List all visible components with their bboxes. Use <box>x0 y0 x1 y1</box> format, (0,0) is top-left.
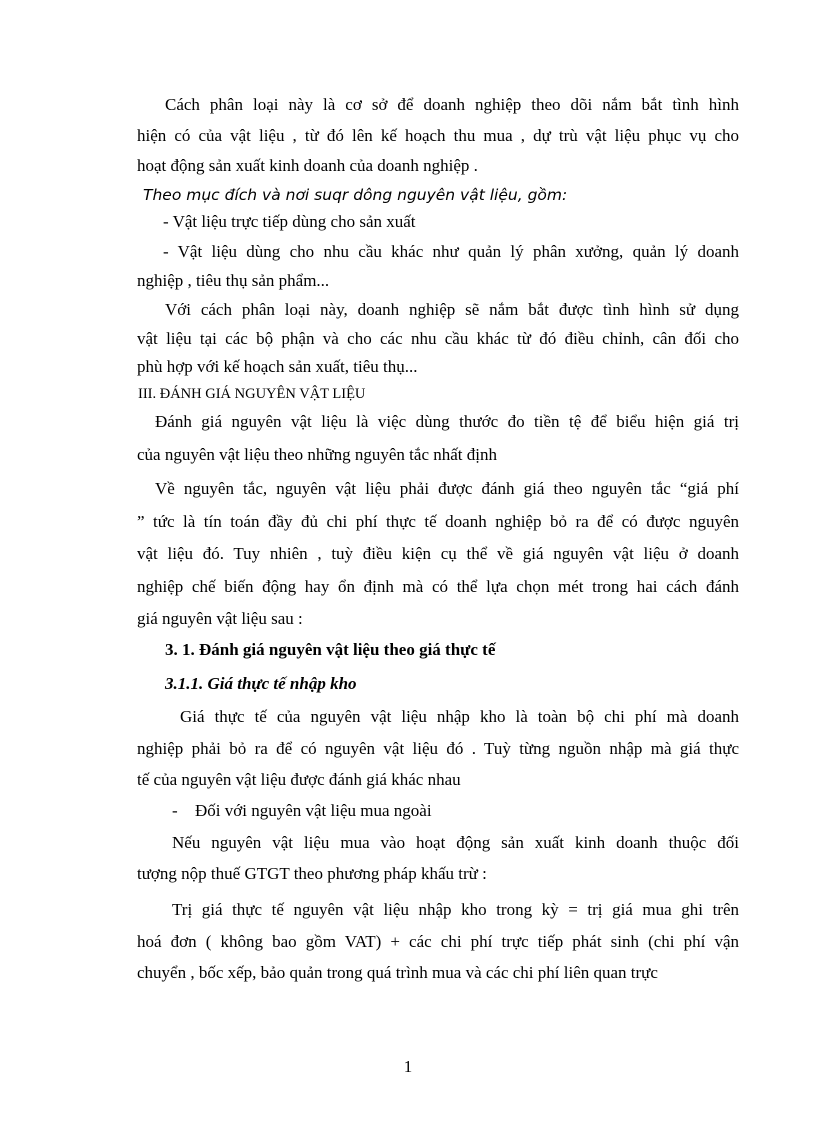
paragraph-line: ” tức là tín toán đầy đủ chi phí thực tế doanh nghiệp bỏ ra để có được nguyên <box>137 512 739 531</box>
subsection-heading: 3. 1. Đánh giá nguyên vật liệu theo giá thực tế <box>165 640 496 659</box>
paragraph-line: vật liệu đó. Tuy nhiên , tuỳ điều kiện cụ thể về giá nguyên vật liệu ở doanh <box>137 544 739 563</box>
paragraph-line: Đánh giá nguyên vật liệu là việc dùng thước đo tiền tệ để biểu hiện giá trị <box>155 412 739 431</box>
paragraph-line: vật liệu tại các bộ phận và cho các nhu cầu khác từ đó điều chỉnh, cân đối cho <box>137 329 739 348</box>
paragraph-line: tượng nộp thuế GTGT theo phương pháp khấu trừ : <box>137 864 487 883</box>
list-bullet: - <box>172 801 178 820</box>
section-heading: III. ĐÁNH GIÁ NGUYÊN VẬT LIỆU <box>138 386 366 402</box>
paragraph-line: hiện có của vật liệu , từ đó lên kế hoạch thu mua , dự trù vật liệu phục vụ cho <box>137 126 739 145</box>
paragraph-line: phù hợp với kế hoạch sản xuất, tiêu thụ... <box>137 357 418 376</box>
list-item: Đối với nguyên vật liệu mua ngoài <box>195 801 432 820</box>
paragraph-line: tế của nguyên vật liệu được đánh giá khác nhau <box>137 770 461 789</box>
paragraph-line: hoạt động sản xuất kinh doanh của doanh nghiệp . <box>137 156 478 175</box>
paragraph-line: Cách phân loại này là cơ sở để doanh nghiệp theo dõi nắm bắt tình hình <box>165 95 739 114</box>
page-number: 1 <box>403 1057 413 1076</box>
paragraph-line: Trị giá thực tế nguyên vật liệu nhập kho trong kỳ = trị giá mua ghi trên <box>172 900 739 919</box>
paragraph-line: nghiệp phải bỏ ra để có nguyên vật liệu đó . Tuỳ từng nguồn nhập mà giá thực <box>137 739 739 758</box>
paragraph-line: Với cách phân loại này, doanh nghiệp sẽ nắm bắt được tình hình sử dụng <box>165 300 739 319</box>
paragraph-line: Giá thực tế của nguyên vật liệu nhập kho là toàn bộ chi phí mà doanh <box>180 707 739 726</box>
list-item: - Vật liệu trực tiếp dùng cho sản xuất <box>163 212 416 231</box>
subsubsection-heading: 3.1.1. Giá thực tế nhập kho <box>165 674 357 693</box>
paragraph-line: Nếu nguyên vật liệu mua vào hoạt động sản xuất kinh doanh thuộc đối <box>172 833 739 852</box>
paragraph-line: nghiệp , tiêu thụ sản phẩm... <box>137 271 330 290</box>
paragraph-line: chuyển , bốc xếp, bảo quản trong quá trình mua và các chi phí liên quan trực <box>137 963 658 982</box>
paragraph-line: giá nguyên vật liệu sau : <box>137 609 303 628</box>
paragraph-line: của nguyên vật liệu theo những nguyên tắc nhất định <box>137 445 497 464</box>
paragraph-line: nghiệp chế biến động hay ổn định mà có thể lựa chọn mét trong hai cách đánh <box>137 577 739 596</box>
paragraph-line: hoá đơn ( không bao gồm VAT) + các chi phí trực tiếp phát sinh (chi phí vận <box>137 932 739 951</box>
list-item: - Vật liệu dùng cho nhu cầu khác như quản lý phân xưởng, quản lý doanh <box>163 242 739 261</box>
italic-subheading: Theo mục đích và nơi suqr dông nguyên vật liệu, gồm: <box>143 186 568 204</box>
paragraph-line: Về nguyên tắc, nguyên vật liệu phải được đánh giá theo nguyên tắc “giá phí <box>155 479 739 498</box>
